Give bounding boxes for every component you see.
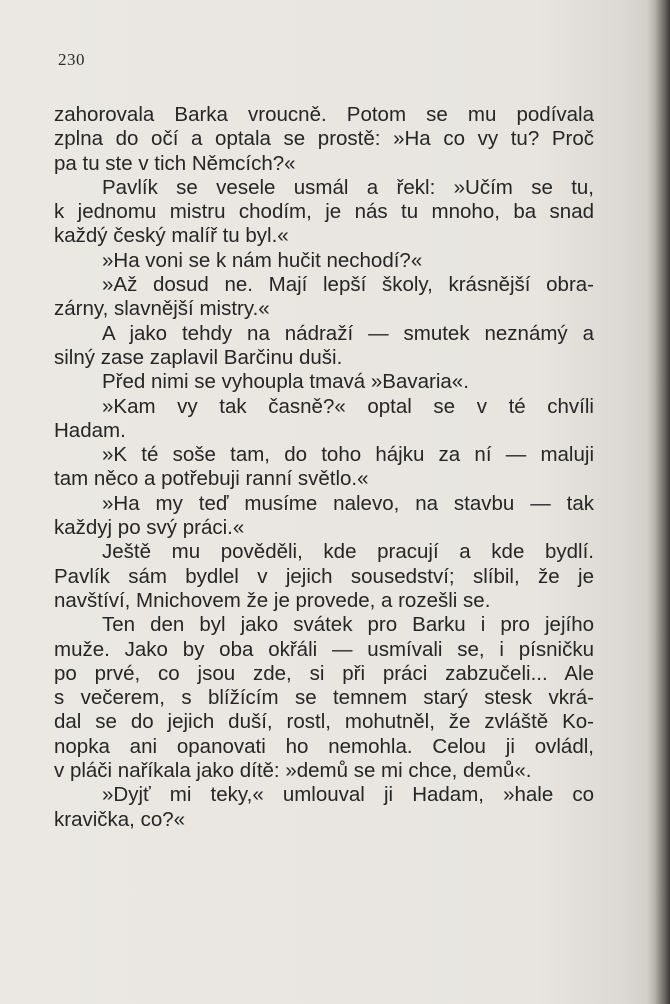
text-line: nopka ani opanovati ho nemohla. Celou ji ovládl, xyxy=(54,734,594,758)
text-line: »Ha voni se k nám hučit nechodí?« xyxy=(102,248,423,272)
text-line: »Kam vy tak časně?« optal se v té chvíli xyxy=(102,394,594,418)
text-line: zahorovala Barka vroucně. Potom se mu podívala xyxy=(54,103,594,126)
text-line: pa tu ste v tich Němcích?« xyxy=(54,151,296,175)
text-line: muže. Jako by oba okřáli — usmívali se, i písničku xyxy=(54,637,594,661)
text-line: po prvé, co jsou zde, si při práci zabzučeli... Ale xyxy=(54,661,594,685)
text-line: »Až dosud ne. Mají lepší školy, krásnější obra- xyxy=(102,273,594,297)
text-line: zplna do očí a optala se prostě: »Ha co vy tu? Proč xyxy=(54,127,594,151)
text-line: tam něco a potřebuji ranní světlo.« xyxy=(54,467,369,491)
body-text xyxy=(54,103,594,832)
text-line: s večerem, s blížícím se temnem starý stesk vkrá- xyxy=(54,686,594,710)
text-line: každý český malíř tu byl.« xyxy=(54,224,289,248)
book-spine-shadow xyxy=(646,0,670,1004)
text-line: k jednomu mistru chodím, je nás tu mnoho, ba snad xyxy=(54,200,594,224)
page-number: 230 xyxy=(58,50,85,69)
text-line: v pláči naříkala jako dítě: »demů se mi chce, demů«. xyxy=(54,759,532,783)
text-line: Před nimi se vyhoupla tmavá »Bavaria«. xyxy=(102,370,469,394)
text-line: zárny, slavnější mistry.« xyxy=(54,297,270,321)
text-line: Pavlík sám bydlel v jejich sousedství; slíbil, že je xyxy=(54,564,594,588)
text-line: navštíví, Mnichovem že je provede, a rozešli se. xyxy=(54,588,491,612)
text-line: Pavlík se vesele usmál a řekl: »Učím se tu, xyxy=(102,175,594,199)
text-line: silný zase zaplavil Barčinu duši. xyxy=(54,345,343,369)
text-line: každyj po svý práci.« xyxy=(54,516,245,540)
text-line: kravička, co?« xyxy=(54,807,186,831)
text-line: Ještě mu pověděli, kde pracují a kde bydlí. xyxy=(102,540,594,564)
text-line: A jako tehdy na nádraží — smutek neznámý a xyxy=(102,321,594,345)
text-line: »K té soše tam, do toho hájku za ní — maluji xyxy=(102,443,594,467)
text-line: »Dyjť mi teky,« umlouval ji Hadam, »hale co xyxy=(102,783,594,807)
text-line: dal se do jejich duší, rostl, mohutněl, že zvláště Ko- xyxy=(54,710,594,734)
text-line: »Ha my teď musíme nalevo, na stavbu — tak xyxy=(102,491,594,515)
text-line: Ten den byl jako svátek pro Barku i pro jejího xyxy=(102,613,594,637)
text-line: Hadam. xyxy=(54,418,126,442)
